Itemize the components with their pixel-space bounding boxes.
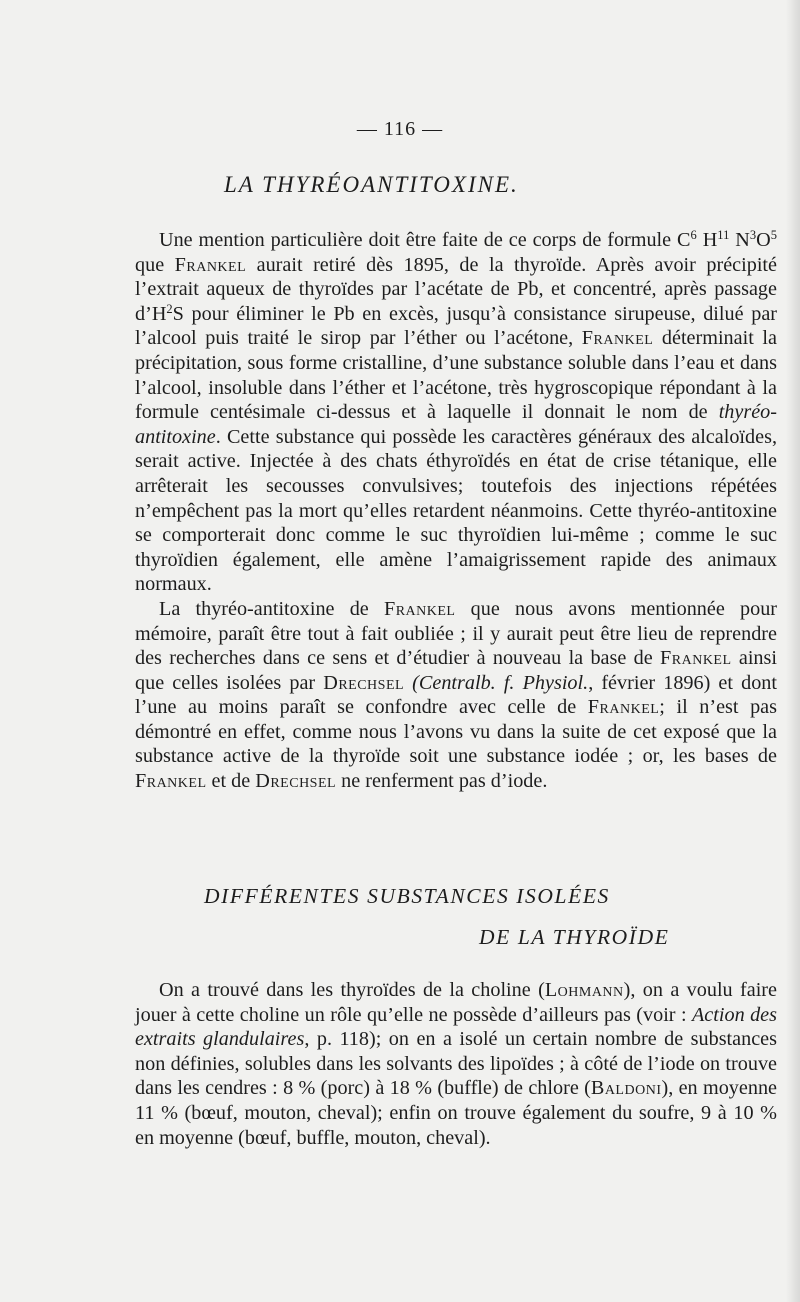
text-run: H (696, 229, 718, 251)
body-text-upper (135, 228, 777, 794)
author-name: Frankel (581, 327, 654, 350)
text-run: déterminait la précipitation, sous forme cristalline, d’une substance soluble dans l’eau et dans l’alcool, insoluble dans l’éther et l’acétone, très hygroscopique répondant à la formule centésimale ci-dessus et à laquelle il donnait le nom de (135, 327, 777, 424)
formula-subscript: 5 (770, 228, 777, 243)
subsection-heading-line-2: DE LA THYROÏDE (479, 925, 670, 949)
text-run: ne renferment pas d’iode. (336, 770, 548, 793)
text-run: O (756, 229, 771, 251)
formula-subscript: 11 (717, 228, 730, 243)
author-name: Lohmann (544, 979, 624, 1001)
author-name: Drechsel (323, 671, 405, 694)
text-run: ; il n’est pas démontré en effet, comme nous l’avons vu dans la suite de cet exposé que la substance active de la thyroïde soit une substance iodée ; or, les bases de (135, 696, 777, 768)
author-name: Drechsel (255, 770, 337, 793)
author-name: Frankel (135, 770, 207, 793)
text-run: ), on a voulu faire jouer à cette choline un rôle qu’elle ne possède d’ailleurs pas (voir : (135, 979, 777, 1026)
author-name: Baldoni (590, 1077, 662, 1100)
text-run: aurait retiré dès 1895, de la thyroïde. Après avoir précipité l’extrait aqueux de thyroïdes par l’acétate de Pb, et concentré, après passage d’H (135, 253, 777, 325)
author-name: Frankel (660, 647, 732, 670)
paragraph-frankel-substance (135, 228, 777, 597)
paragraph-frankel-discussion (135, 597, 777, 794)
text-run: Une mention particulière doit être faite de ce corps de formule C (159, 229, 691, 251)
text-run: , février 1896) et dont l’une au moins paraît se confondre avec celle de (135, 671, 777, 719)
page-number: — 116 — (356, 118, 444, 140)
citation: (Centralb. f. Physiol. (404, 671, 589, 694)
author-name: Frankel (383, 597, 456, 620)
text-run: et de (206, 770, 256, 793)
text-run: S pour éliminer le Pb en excès, jusqu’à consistance sirupeuse, dilué par l’alcool puis traité le sirop par l’éther ou l’acétone, (135, 302, 777, 350)
cross-reference: Action des extraits glandulaires (135, 1003, 777, 1051)
text-run: ainsi que celles isolées par (135, 647, 777, 694)
page-edge-shadow (786, 0, 800, 1302)
paragraph-other-substances (135, 978, 777, 1150)
text-run: que (135, 253, 175, 276)
author-name: Frankel (174, 253, 247, 276)
text-run: que nous avons mentionnée pour mémoire, paraît être tout à fait oubliée ; il y aurait peut être lieu de reprendre des recherches dans ce sens et d’étudier à nouveau la base de (135, 597, 778, 670)
section-title: LA THYRÉOANTITOXINE. (224, 172, 519, 197)
text-run: . Cette substance qui possède les caractères généraux des alcaloïdes, serait active. Injectée à des chats éthyroïdés en état de crise tétanique, elle arrêterait les secousses convulsives; toutefois des injections répétées n’empêchent pas la mort qu’elles retardent néanmoins. Cette thyréo-antitoxine se comporterait donc comme le suc thyroïdien lui-même ; comme le suc thyroïdien également, elle amène l’amaigrissement rapide des animaux normaux. (135, 425, 777, 596)
formula-subscript: 2 (166, 301, 173, 316)
subsection-heading-line-1: DIFFÉRENTES SUBSTANCES ISOLÉES (204, 884, 610, 908)
text-run: ), en moyenne 11 % (bœuf, mouton, cheval); enfin on trouve également du soufre, 9 à 10 % en moyenne (bœuf, buffle, mouton, cheval). (135, 1077, 777, 1149)
text-run: On a trouvé dans les thyroïdes de la choline ( (159, 979, 545, 1001)
formula-subscript: 6 (690, 228, 697, 243)
text-run: La thyréo-antitoxine de (159, 597, 384, 620)
text-run: N (729, 229, 750, 251)
italic-term: thyréo-antitoxine (135, 401, 777, 448)
text-run: , p. 118); on en a isolé un certain nombre de substances non définies, solubles dans les solvants des lipoïdes ; à côté de l’iode on trouve dans les cendres : 8 % (porc) à 18 % (buffle) de chlore ( (135, 1028, 777, 1100)
body-text-lower (135, 978, 777, 1150)
author-name: Frankel (587, 696, 660, 719)
formula-subscript: 3 (749, 228, 757, 243)
